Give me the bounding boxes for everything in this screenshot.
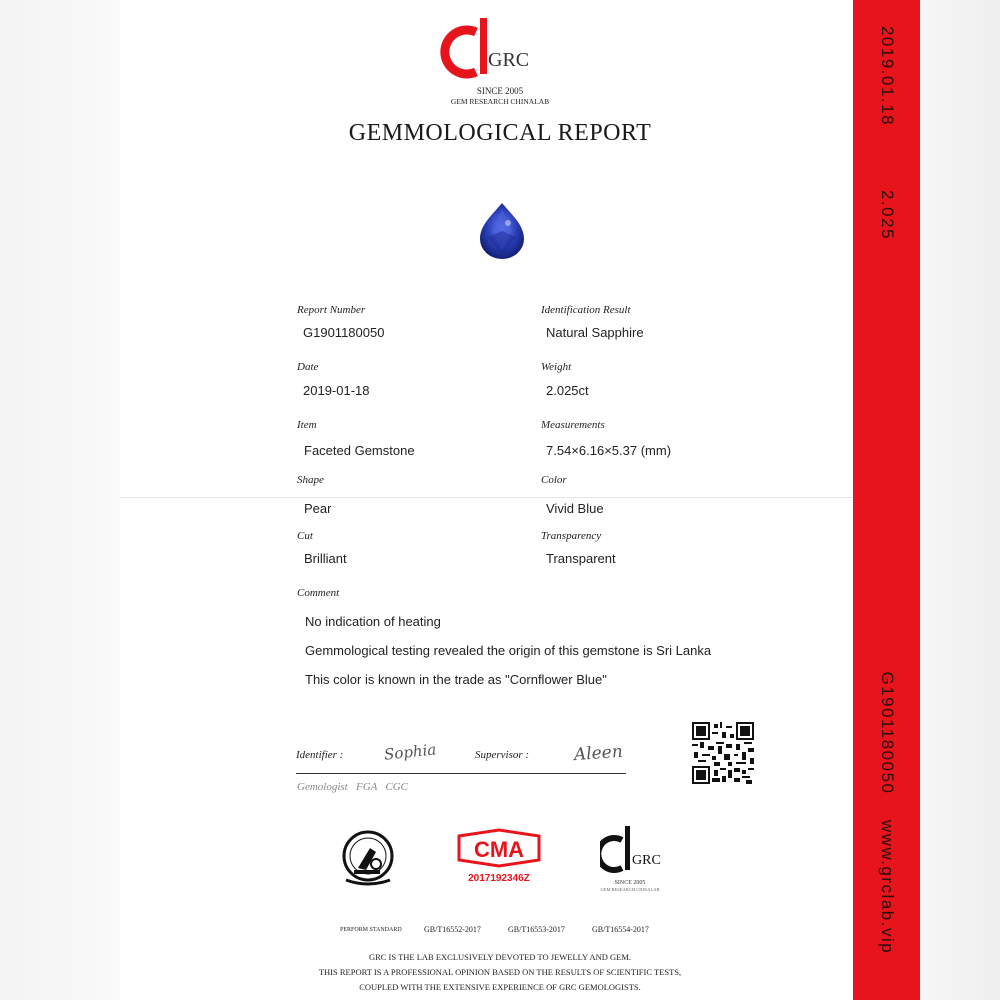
svg-text:Aleen: Aleen [573,741,624,766]
gemologist-credentials: Gemologist FGA CGC [297,781,409,793]
report-number-label: Report Number [297,304,366,316]
standard-item: GB/T16553-2017 [508,925,565,934]
signature-line [296,773,626,774]
standard-item: GB/T16554-2017 [592,925,649,934]
grc-logo [440,14,540,89]
stripe-weight: 2.025 [878,189,897,241]
qr-code[interactable] [692,722,754,784]
gemstone-image [478,201,526,261]
svg-text:CMA: CMA [473,837,525,862]
stripe-report-number: G1901180050 [878,671,897,795]
shape-value: Pear [304,501,332,516]
lab-name: GEM RESEARCH CHINALAB [450,97,550,106]
comment-line-3: This color is known in the trade as "Cornflower Blue" [305,672,607,687]
page-edge-right [920,0,1000,1000]
microscope-seal-icon [340,828,396,888]
page-edge-left [0,0,120,1000]
supervisor-label: Supervisor : [475,749,530,761]
identification-result-label: Identification Result [541,304,631,316]
date-label: Date [297,361,319,373]
measurements-label: Measurements [541,419,605,431]
shape-label: Shape [297,474,324,486]
cut-value: Brilliant [304,551,347,566]
identifier-label: Identifier : [296,749,344,761]
logo2-lab: GEM RESEARCH CHINALAB [600,887,660,892]
cut-label: Cut [297,530,313,542]
item-label: Item [297,419,317,431]
color-label: Color [541,474,567,486]
stripe-website: www.grclab.vip [878,819,897,955]
grc-logo-text: GRC [488,49,530,71]
weight-value: 2.025ct [546,383,589,398]
standards-label: PERFORM STANDARD [340,927,402,933]
svg-text:GRC: GRC [632,853,661,868]
transparency-label: Transparency [541,530,602,542]
supervisor-signature [570,734,640,770]
item-value: Faceted Gemstone [304,443,415,458]
comment-line-1: No indication of heating [305,614,441,629]
transparency-value: Transparent [546,551,616,566]
cma-number: 2017192346Z [468,873,530,884]
identifier-signature [380,732,460,768]
identification-result-value: Natural Sapphire [546,325,644,340]
footer-line-1: GRC IS THE LAB EXCLUSIVELY DEVOTED TO JEWELLY AND GEM. [368,952,632,962]
stripe-date: 2019.01.18 [878,25,897,127]
weight-label: Weight [541,361,572,373]
measurements-value: 7.54×6.16×5.37 (mm) [546,443,672,458]
standard-item: GB/T16552-2017 [424,925,481,934]
footer-line-2: THIS REPORT IS A PROFESSIONAL OPINION BASED ON THE RESULTS OF SCIENTIFIC TESTS, [318,967,682,977]
svg-text:Sophia: Sophia [383,740,438,764]
cma-certification-mark [455,828,543,868]
comment-line-2: Gemmological testing revealed the origin of this gemstone is Sri Lanka [305,643,712,658]
date-value: 2019-01-18 [303,383,370,398]
paper-fold-line [120,497,855,498]
report-title: GEMMOLOGICAL REPORT [348,120,652,146]
footer-line-3: COUPLED WITH THE EXTENSIVE EXPERIENCE OF GRC GEMOLOGISTS. [359,982,641,992]
grc-logo-small [600,822,670,880]
comment-label: Comment [297,587,340,599]
report-number-value: G1901180050 [303,325,385,340]
color-value: Vivid Blue [546,501,604,516]
since-year: SINCE 2005 [476,86,524,96]
logo2-since: SINCE 2005 [614,880,646,886]
